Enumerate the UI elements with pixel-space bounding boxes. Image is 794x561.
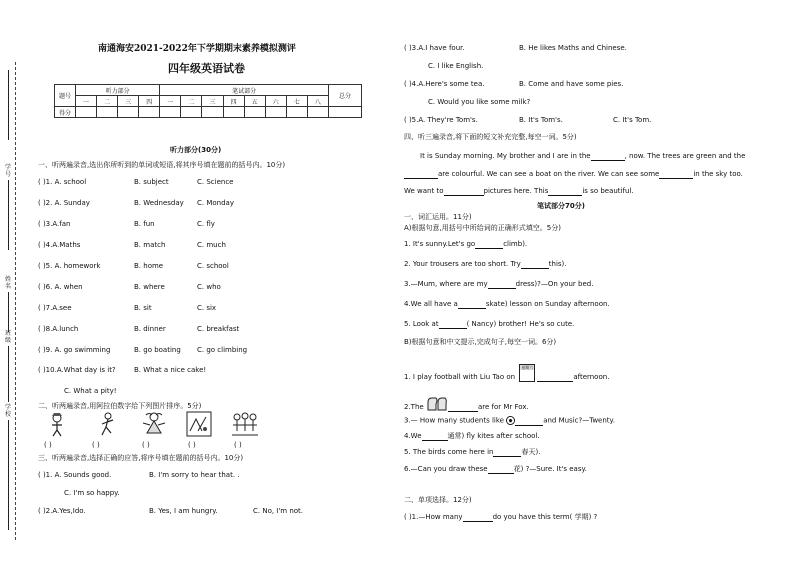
binding-dashed-line xyxy=(15,62,16,540)
gloves-icon xyxy=(426,396,448,412)
blank[interactable] xyxy=(439,320,467,329)
binding-label-student-no: 学号 xyxy=(4,164,11,178)
picture1-order[interactable]: ( ) xyxy=(44,441,52,449)
score-cell[interactable] xyxy=(265,107,286,118)
picture-kids-group xyxy=(230,411,260,437)
score-cell[interactable] xyxy=(223,107,244,118)
score-cell[interactable] xyxy=(118,107,139,118)
s1-item10-q: ( )10.A.What day is it? xyxy=(38,366,116,374)
blank[interactable] xyxy=(448,403,478,412)
s1-item3-b: B. fun xyxy=(134,220,155,228)
q-text: 6.—Can you draw these xyxy=(404,465,488,473)
q-text: this). xyxy=(548,260,567,268)
table-col: 七 xyxy=(286,96,307,107)
q-text: climb). xyxy=(503,240,528,248)
q-text: 5. The birds come here in xyxy=(404,448,494,456)
binding-fill-line xyxy=(8,180,9,250)
table-col: 五 xyxy=(244,96,265,107)
score-cell[interactable] xyxy=(181,107,202,118)
table-col: 一 xyxy=(76,96,97,107)
w1-b3 xyxy=(404,416,615,426)
binding-label-school: 学校 xyxy=(4,404,11,418)
binding-fill-line xyxy=(8,346,9,402)
picture3-order[interactable]: ( ) xyxy=(142,441,150,449)
score-cell[interactable] xyxy=(244,107,265,118)
s3-q3-c: C. I like English. xyxy=(428,62,484,70)
s1-item3-c: C. fly xyxy=(197,220,215,228)
w1-a-title: A)根据句意,用括号中所给词的正确形式填空。5分) xyxy=(404,224,561,232)
s3-q1-c: C. I'm so happy. xyxy=(64,489,120,497)
q-text: do you have this term( 学期) ? xyxy=(492,513,598,521)
s3-q4-a: ( )4.A.Here's some tea. xyxy=(404,80,485,88)
w1-a3 xyxy=(404,280,593,289)
w1-title: 一、词汇运用。11分) xyxy=(404,213,472,221)
score-cell[interactable] xyxy=(286,107,307,118)
s1-item4-b: B. match xyxy=(134,241,166,249)
q-text: afternoon. xyxy=(573,373,610,381)
table-label: 题号 xyxy=(55,85,76,107)
q-text: 1. It's sunny.Let's go xyxy=(404,240,476,248)
blank[interactable] xyxy=(444,187,484,196)
section4-title: 四、听三遍录音,将下面的短文补充完整,每空一词。5分) xyxy=(404,133,577,141)
s1-item4-q: ( )4.A.Maths xyxy=(38,241,81,249)
score-cell[interactable] xyxy=(139,107,160,118)
s1-item9-c: C. go climbing xyxy=(197,346,248,354)
score-cell[interactable] xyxy=(307,107,328,118)
q-text: ( )1.—How many xyxy=(404,513,463,521)
football-icon xyxy=(506,416,515,425)
q-text: 2. Your trousers are too short. Try xyxy=(404,260,521,268)
s3-q1-a: ( )1. A. Sounds good. xyxy=(38,471,112,479)
s1-item5-c: C. school xyxy=(197,262,229,270)
score-cell[interactable] xyxy=(202,107,223,118)
table-col: 六 xyxy=(265,96,286,107)
s3-q5-c: C. It's Tom. xyxy=(613,116,652,124)
table-col: 八 xyxy=(307,96,328,107)
blank[interactable] xyxy=(475,240,503,249)
table-col: 二 xyxy=(181,96,202,107)
listening-part-title: 听力部分(30分) xyxy=(170,146,222,154)
section1-title: 一、听两遍录音,选出你所听到的单词或短语,将其序号填在题前的括号内。10分) xyxy=(38,161,286,169)
s3-q2-a: ( )2.A.Yes,Ido. xyxy=(38,507,86,515)
blank[interactable] xyxy=(591,152,625,161)
section3-title: 三、听两遍录音,选择正确的应答,将序号填在题前的括号内。10分) xyxy=(38,454,244,462)
s1-item5-q: ( )5. A. homework xyxy=(38,262,101,270)
blank[interactable] xyxy=(548,187,582,196)
s1-item6-c: C. who xyxy=(197,283,221,291)
blank[interactable] xyxy=(488,465,514,474)
s3-q4-c: C. Would you like some milk? xyxy=(428,98,531,106)
s3-q4-b: B. Come and have some pies. xyxy=(519,80,624,88)
s1-item1-q: ( )1. A. school xyxy=(38,178,87,186)
q-text: and Music?—Twenty. xyxy=(543,416,615,425)
picture-playground xyxy=(186,411,212,437)
w1-b5 xyxy=(404,448,540,457)
passage-text: in the sky too. xyxy=(693,170,743,178)
blank[interactable] xyxy=(488,280,516,289)
passage-text: It is Sunday morning. My brother and I are in the xyxy=(420,152,591,160)
q-text: 通常) fly kites after school. xyxy=(447,432,540,440)
table-score-label: 得分 xyxy=(55,107,76,118)
s1-item1-b: B. subject xyxy=(134,178,169,186)
w1-b6 xyxy=(404,465,587,474)
table-header-total: 总分 xyxy=(329,85,362,107)
blank[interactable] xyxy=(493,448,521,457)
picture2-order[interactable]: ( ) xyxy=(92,441,100,449)
s3-q3-b: B. He likes Maths and Chinese. xyxy=(519,44,627,52)
q-text: 2.The xyxy=(404,403,424,411)
s1-item2-b: B. Wednesday xyxy=(134,199,184,207)
s3-q2-c: C. No, I'm not. xyxy=(253,507,304,515)
table-header-listening: 听力部分 xyxy=(76,85,160,96)
table-col: 四 xyxy=(139,96,160,107)
q-text: 花) ?—Sure. It's easy. xyxy=(513,465,587,473)
blank[interactable] xyxy=(463,513,493,522)
s1-item7-q: ( )7.A.see xyxy=(38,304,72,312)
item10-option-c: C. What a pity! xyxy=(64,387,117,395)
s1-item6-q: ( )6. A. when xyxy=(38,283,83,291)
q-text: 3.— How many students like xyxy=(404,416,504,425)
passage-line1 xyxy=(420,152,745,161)
score-cell[interactable] xyxy=(97,107,118,118)
blank[interactable] xyxy=(521,260,549,269)
exam-title: 南通海安2021-2022年下学期期末素养模拟测评 xyxy=(98,44,296,54)
blank[interactable] xyxy=(515,417,543,426)
blank[interactable] xyxy=(537,373,573,382)
s1-item9-b: B. go boating xyxy=(134,346,181,354)
passage-text: are colourful. We can see a boat on the river. We can see some xyxy=(438,170,660,178)
s1-item5-b: B. home xyxy=(134,262,164,270)
binding-fill-line xyxy=(8,70,9,140)
q-text: dress)?—On your bed. xyxy=(515,280,594,288)
score-cell[interactable] xyxy=(329,107,362,118)
score-cell[interactable] xyxy=(76,107,97,118)
binding-label-class: 班级 xyxy=(4,330,11,344)
q-text: are for Mr Fox. xyxy=(477,403,529,411)
calendar-icon xyxy=(519,364,535,382)
s3-q5-b: B. It's Tom's. xyxy=(519,116,563,124)
s1-item4-c: C. much xyxy=(197,241,226,249)
q-text: 春天). xyxy=(521,448,541,456)
binding-fill-line xyxy=(8,292,9,332)
table-col: 四 xyxy=(223,96,244,107)
w1-b2 xyxy=(404,396,529,412)
passage-text: We want to xyxy=(404,187,444,195)
s1-item8-q: ( )8.A.lunch xyxy=(38,325,79,333)
passage-line3 xyxy=(404,187,634,196)
w1-b-title: B)根据句意和中文提示,完成句子,每空一词。6分) xyxy=(404,338,557,346)
s1-item8-c: C. breakfast xyxy=(197,325,240,333)
q-text: 5. Look at xyxy=(404,320,439,328)
s1-item2-c: C. Monday xyxy=(197,199,234,207)
q-text: 1. I play football with Liu Tao on xyxy=(404,373,516,381)
score-cell[interactable] xyxy=(160,107,181,118)
q-text: 4.We all have a xyxy=(404,300,458,308)
blank[interactable] xyxy=(659,170,693,179)
s1-item8-b: B. dinner xyxy=(134,325,166,333)
s3-q5-a: ( )5.A. They're Tom's. xyxy=(404,116,478,124)
s3-q2-b: B. Yes, I am hungry. xyxy=(149,507,218,515)
table-header-written: 笔试部分 xyxy=(160,85,329,96)
w2-title: 二、单项选择。12分) xyxy=(404,496,472,504)
q-text: 3.—Mum, where are my xyxy=(404,280,488,288)
score-table xyxy=(54,84,362,118)
picture-girl-dancing xyxy=(140,411,168,437)
w1-a4 xyxy=(404,300,610,309)
blank[interactable] xyxy=(458,300,486,309)
q-text: skate) lesson on Sunday afternoon. xyxy=(485,300,610,308)
section2-title: 二、听两遍录音,用阿拉伯数字给下列图片排序。5分) xyxy=(38,402,202,410)
s1-item7-b: B. sit xyxy=(134,304,152,312)
w1-a5 xyxy=(404,320,574,329)
s1-item2-q: ( )2. A. Sunday xyxy=(38,199,90,207)
exam-subtitle: 四年级英语试卷 xyxy=(168,62,245,75)
s3-q3-a: ( )3.A.I have four. xyxy=(404,44,465,52)
passage-text: is so beautiful. xyxy=(582,187,634,195)
passage-text: , now. The trees are green and the xyxy=(624,152,746,160)
table-col: 三 xyxy=(202,96,223,107)
blank[interactable] xyxy=(404,170,438,179)
binding-fill-line xyxy=(8,420,9,530)
s3-q1-b: B. I'm sorry to hear that. . xyxy=(149,471,240,479)
w1-a1 xyxy=(404,240,527,249)
picture4-order[interactable]: ( ) xyxy=(188,441,196,449)
s1-item9-q: ( )9. A. go swimming xyxy=(38,346,111,354)
calendar-text: 星期六 xyxy=(521,365,534,370)
table-col: 一 xyxy=(160,96,181,107)
w2-q1 xyxy=(404,513,597,522)
q-text: ( Nancy) brother! He's so cute. xyxy=(466,320,575,328)
w1-a2 xyxy=(404,260,567,269)
table-col: 二 xyxy=(97,96,118,107)
q-text: 4.We xyxy=(404,432,422,440)
s1-item3-q: ( )3.A.fan xyxy=(38,220,71,228)
written-part-title: 笔试部分70分) xyxy=(537,202,585,210)
picture-boy-hat xyxy=(44,411,70,437)
w1-b1 xyxy=(404,364,609,382)
w1-b4 xyxy=(404,432,540,441)
s1-item1-c: C. Science xyxy=(197,178,234,186)
picture-child-running xyxy=(94,411,120,437)
table-col: 三 xyxy=(118,96,139,107)
blank[interactable] xyxy=(422,432,448,441)
s1-item10-b: B. What a nice cake! xyxy=(134,366,207,374)
s1-item7-c: C. six xyxy=(197,304,217,312)
binding-label-name: 姓名 xyxy=(4,276,11,290)
s1-item6-b: B. where xyxy=(134,283,165,291)
passage-line2 xyxy=(404,170,743,179)
picture5-order[interactable]: ( ) xyxy=(234,441,242,449)
passage-text: pictures here. This xyxy=(483,187,549,195)
